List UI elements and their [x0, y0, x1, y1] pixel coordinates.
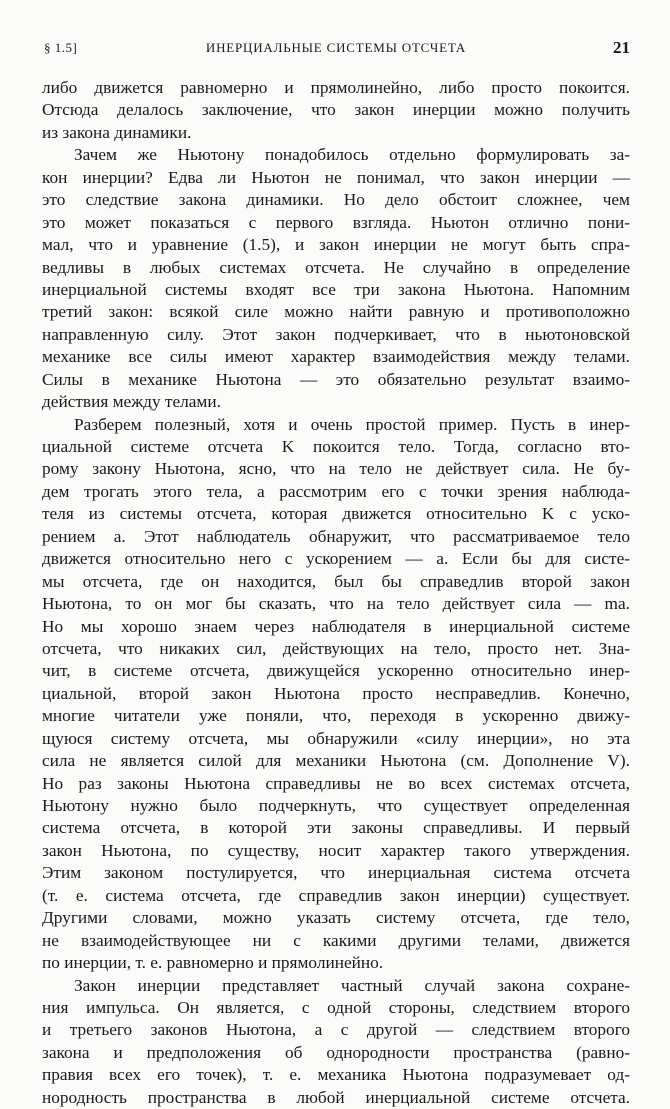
- text-line: направленную силу. Этот закон подчеркивает, что в ньютоновской: [42, 324, 630, 346]
- text-line: третий закон: всякой силе можно найти равную и противоположно: [42, 301, 630, 323]
- text-line: закон Ньютона, по существу, носит характер такого утверждения.: [42, 840, 630, 862]
- text-line: кон инерции? Едва ли Ньютон не понимал, что закон инерции —: [42, 167, 630, 189]
- text-line: по инерции, т. е. равномерно и прямолинейно.: [42, 952, 630, 974]
- text-line: действия между телами.: [42, 391, 630, 413]
- text-line: сила не является силой для механики Ньютона (см. Дополнение V).: [42, 750, 630, 772]
- text-line: это следствие закона динамики. Но дело обстоит сложнее, чем: [42, 189, 630, 211]
- text-line: система отсчета, в которой эти законы справедливы. И первый: [42, 817, 630, 839]
- text-line: Этим законом постулируется, что инерциальная система отсчета: [42, 862, 630, 884]
- text-line: циальной системе отсчета K покоится тело. Тогда, согласно вто-: [42, 436, 630, 458]
- paragraph: [42, 144, 630, 413]
- text-line: отсчета, что никаких сил, действующих на тело, просто нет. Зна-: [42, 638, 630, 660]
- text-line: инерциальной системы входят все три закона Ньютона. Напомним: [42, 279, 630, 301]
- text-line: рому закону Ньютона, ясно, что на тело не действует сила. Не бу-: [42, 458, 630, 480]
- text-line: движется относительно него с ускорением — a. Если бы для систе-: [42, 548, 630, 570]
- text-line: мал, что и уравнение (1.5), и закон инерции не могут быть спра-: [42, 234, 630, 256]
- text-line: Зачем же Ньютону понадобилось отдельно формулировать за-: [42, 144, 630, 166]
- text-line: теля из системы отсчета, которая движется относительно K с уско-: [42, 503, 630, 525]
- text-line: дем трогать этого тела, а рассмотрим его с точки зрения наблюда-: [42, 481, 630, 503]
- book-page: [42, 30, 630, 1109]
- text-line: щуюся систему отсчета, мы обнаружили «силу инерции», но эта: [42, 728, 630, 750]
- text-line: Но мы хорошо знаем через наблюдателя в инерциальной системе: [42, 616, 630, 638]
- text-line: правия всех его точек), т. е. механика Ньютона подразумевает од-: [42, 1064, 630, 1086]
- text-line: Отсюда делалось заключение, что закон инерции можно получить: [42, 99, 630, 121]
- text-line: либо движется равномерно и прямолинейно, либо просто покоится.: [42, 77, 630, 99]
- text-line: ния импульса. Он является, с одной стороны, следствием второго: [42, 997, 630, 1019]
- text-line: мы отсчета, где он находится, был бы справедлив второй закон: [42, 571, 630, 593]
- text-line: это может показаться с первого взгляда. Ньютон отлично пони-: [42, 212, 630, 234]
- text-line: нородность пространства в любой инерциальной системе отсчета.: [42, 1087, 630, 1109]
- text-line: чит, в системе отсчета, движущейся ускоренно относительно инер-: [42, 660, 630, 682]
- paragraph: [42, 975, 630, 1109]
- text-line: механике все силы имеют характер взаимодействия между телами.: [42, 346, 630, 368]
- paragraph: [42, 414, 630, 975]
- text-line: Силы в механике Ньютона — это обязательно результат взаимо-: [42, 369, 630, 391]
- text-line: Ньютона, то он мог бы сказать, что на тело действует сила — ma.: [42, 593, 630, 615]
- running-header: [42, 30, 630, 54]
- text-line: из закона динамики.: [42, 122, 630, 144]
- text-line: и третьего законов Ньютона, а с другой — следствием второго: [42, 1019, 630, 1041]
- text-line: ведливы в любых системах отсчета. Не случайно в определение: [42, 257, 630, 279]
- section-reference: § 1.5]: [44, 40, 77, 56]
- body-text: [42, 77, 630, 1109]
- text-line: Но раз законы Ньютона справедливы не во всех системах отсчета,: [42, 773, 630, 795]
- text-line: (т. е. система отсчета, где справедлив закон инерции) существует.: [42, 885, 630, 907]
- text-line: Разберем полезный, хотя и очень простой пример. Пусть в инер-: [42, 414, 630, 436]
- page-number: 21: [613, 38, 630, 58]
- text-line: рением a. Этот наблюдатель обнаружит, что рассматриваемое тело: [42, 526, 630, 548]
- paragraph: [42, 77, 630, 144]
- text-line: циальной, второй закон Ньютона просто несправедлив. Конечно,: [42, 683, 630, 705]
- text-line: многие читатели уже поняли, что, переходя в ускоренно движу-: [42, 705, 630, 727]
- text-line: закона и предположения об однородности пространства (равно-: [42, 1042, 630, 1064]
- text-line: Ньютону нужно было подчеркнуть, что существует определенная: [42, 795, 630, 817]
- text-line: не взаимодействующее ни с какими другими телами, движется: [42, 930, 630, 952]
- text-line: Другими словами, можно указать систему отсчета, где тело,: [42, 907, 630, 929]
- running-title: ИНЕРЦИАЛЬНЫЕ СИСТЕМЫ ОТСЧЕТА: [42, 40, 630, 56]
- text-line: Закон инерции представляет частный случай закона сохране-: [42, 975, 630, 997]
